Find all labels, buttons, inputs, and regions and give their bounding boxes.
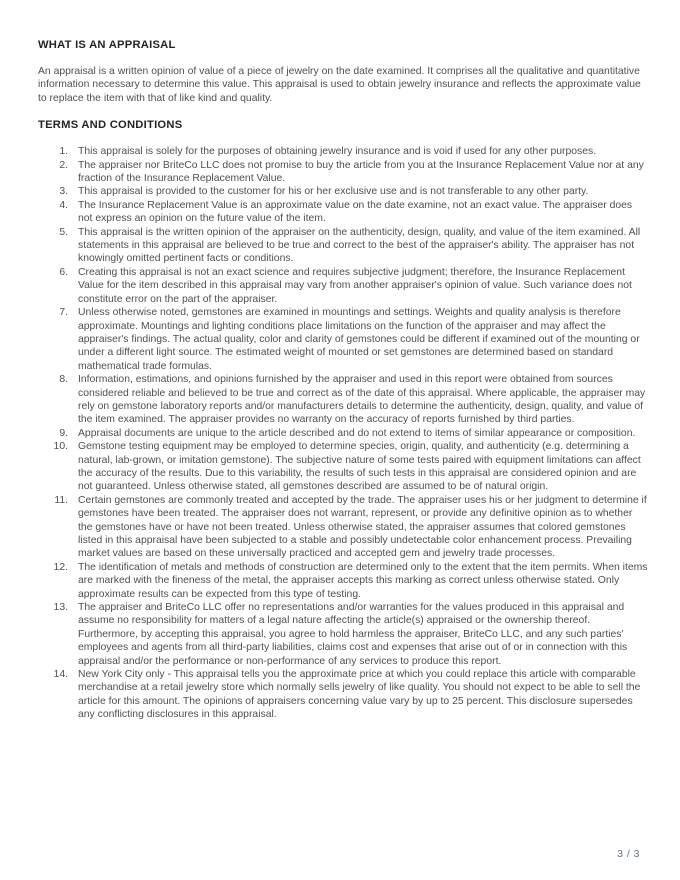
term-item-7: Unless otherwise noted, gemstones are examined in mountings and settings. Weights and quality analysis is therefore approximate. Mountings and lighting conditions place limitations on the function of the appraiser and may affect the appraiser's findings. The actual quality, color and clarity of gemstones could be different if examined out of the mounting or under a different light source. The estimated weight of mounted or set gemstones are determined based on standard mathematical trade formulas. bbox=[78, 307, 640, 372]
term-item-3: This appraisal is provided to the customer for his or her exclusive use and is not transferable to any other party. bbox=[78, 186, 589, 198]
term-item-5: This appraisal is the written opinion of the appraiser on the authenticity, design, quality, and value of the item examined. All statements in this appraisal are believed to be true and correct to the best of the appraiser's ability. The appraiser has not knowingly omitted pertinent facts or conditions. bbox=[78, 226, 641, 265]
term-item-11: Certain gemstones are commonly treated and accepted by the trade. The appraiser uses his or her judgment to determine if gemstones have been treated. The appraiser does not warrant, represent, or provide any definitive opinion as to whether the gemstones have or have not been treated. Unless otherwise stated, the appraiser assumes that colored gemstones listed in this appraisal have been subjected to a stable and possibly undetectable color enhancement process. Prevailing market values are based on these universally practiced and accepted gem and jewelry trade processes. bbox=[78, 494, 647, 560]
document-content bbox=[38, 38, 648, 722]
what-is-an-appraisal-heading: WHAT IS AN APPRAISAL bbox=[38, 39, 176, 51]
term-item-13: The appraiser and BriteCo LLC offer no representations and/or warranties for the values produced in this appraisal and assume no responsibility for matters of a legal nature affecting the article(s) appraised or the ownership thereof. Furthermore, by accepting this appraisal, you agree to hold harmless the appraiser, BriteCo LLC, and any such parties' employees and agents from all third-party liabilities, claims cost and expenses that arise out of or in connection with this appraisal and/or the performance or non-performance of any services to produce this report. bbox=[78, 602, 628, 667]
term-item-2: The appraiser nor BriteCo LLC does not promise to buy the article from you at the Insurance Replacement Value nor at any fraction of the Insurance Replacement Value. bbox=[78, 159, 644, 185]
appraisal-intro-paragraph: An appraisal is a written opinion of value of a piece of jewelry on the date examined. It comprises all the qualitative and quantitative information necessary to determine this value. This appraisal is used to obtain jewelry insurance and reflects the approximate value to replace the item with that of like kind and quality. bbox=[38, 66, 641, 104]
term-item-1: This appraisal is solely for the purposes of obtaining jewelry insurance and is void if used for any other purposes. bbox=[78, 146, 597, 158]
term-item-9: Appraisal documents are unique to the article described and do not extend to items of similar appearance or composition. bbox=[78, 427, 636, 439]
term-item-10: Gemstone testing equipment may be employed to determine species, origin, quality, and authenticity (e.g. determining a natural, lab-grown, or imitation gemstone). The subjective nature of some tests paired with equipment limitations can affect the accuracy of the results. Due to this variability, the results of such tests in this appraisal are considered opinion and are not guaranteed. Unless otherwise stated, all gemstones described are assumed to be of natural origin. bbox=[78, 441, 641, 493]
term-item-8: Information, estimations, and opinions furnished by the appraiser and used in this report were obtained from sources considered reliable and believed to be true and correct as of the date of this appraisal. Where applicable, the appraiser may rely on gemstone laboratory reports and/or manufacturers details to determine the authenticity, design, quality, and value of the item examined. The appraiser provides no warranty on the accuracy of reports furnished by third parties. bbox=[78, 374, 646, 426]
term-item-14: New York City only - This appraisal tells you the approximate price at which you could replace this article with comparable merchandise at a retail jewelry store which normally sells jewelry of like quality. You should not expect to be able to sell the article for this amount. The opinions of appraisers concerning value vary by up to 25 percent. This disclosure supersedes any conflicting disclosures in this appraisal. bbox=[78, 669, 641, 721]
terms-list bbox=[38, 145, 648, 721]
terms-and-conditions-heading: TERMS AND CONDITIONS bbox=[38, 119, 183, 132]
term-item-6: Creating this appraisal is not an exact science and requires subjective judgment; therefore, the Insurance Replacement Value for the item described in this appraisal may vary from another appraiser's opinion of value. Such variance does not constitute error on the part of the appraiser. bbox=[78, 266, 632, 305]
page-number-indicator: 3 / 3 bbox=[617, 848, 640, 860]
term-item-4: The Insurance Replacement Value is an approximate value on the date examine, not an exact value. The appraiser does not express an opinion on the future value of the item. bbox=[78, 199, 633, 225]
term-item-12: The identification of metals and methods of construction are determined only to the extent that the item permits. When items are marked with the fineness of the metal, the appraiser accepts this marking as correct unless otherwise stated. Only approximate results can be expected from this type of testing. bbox=[78, 561, 648, 600]
